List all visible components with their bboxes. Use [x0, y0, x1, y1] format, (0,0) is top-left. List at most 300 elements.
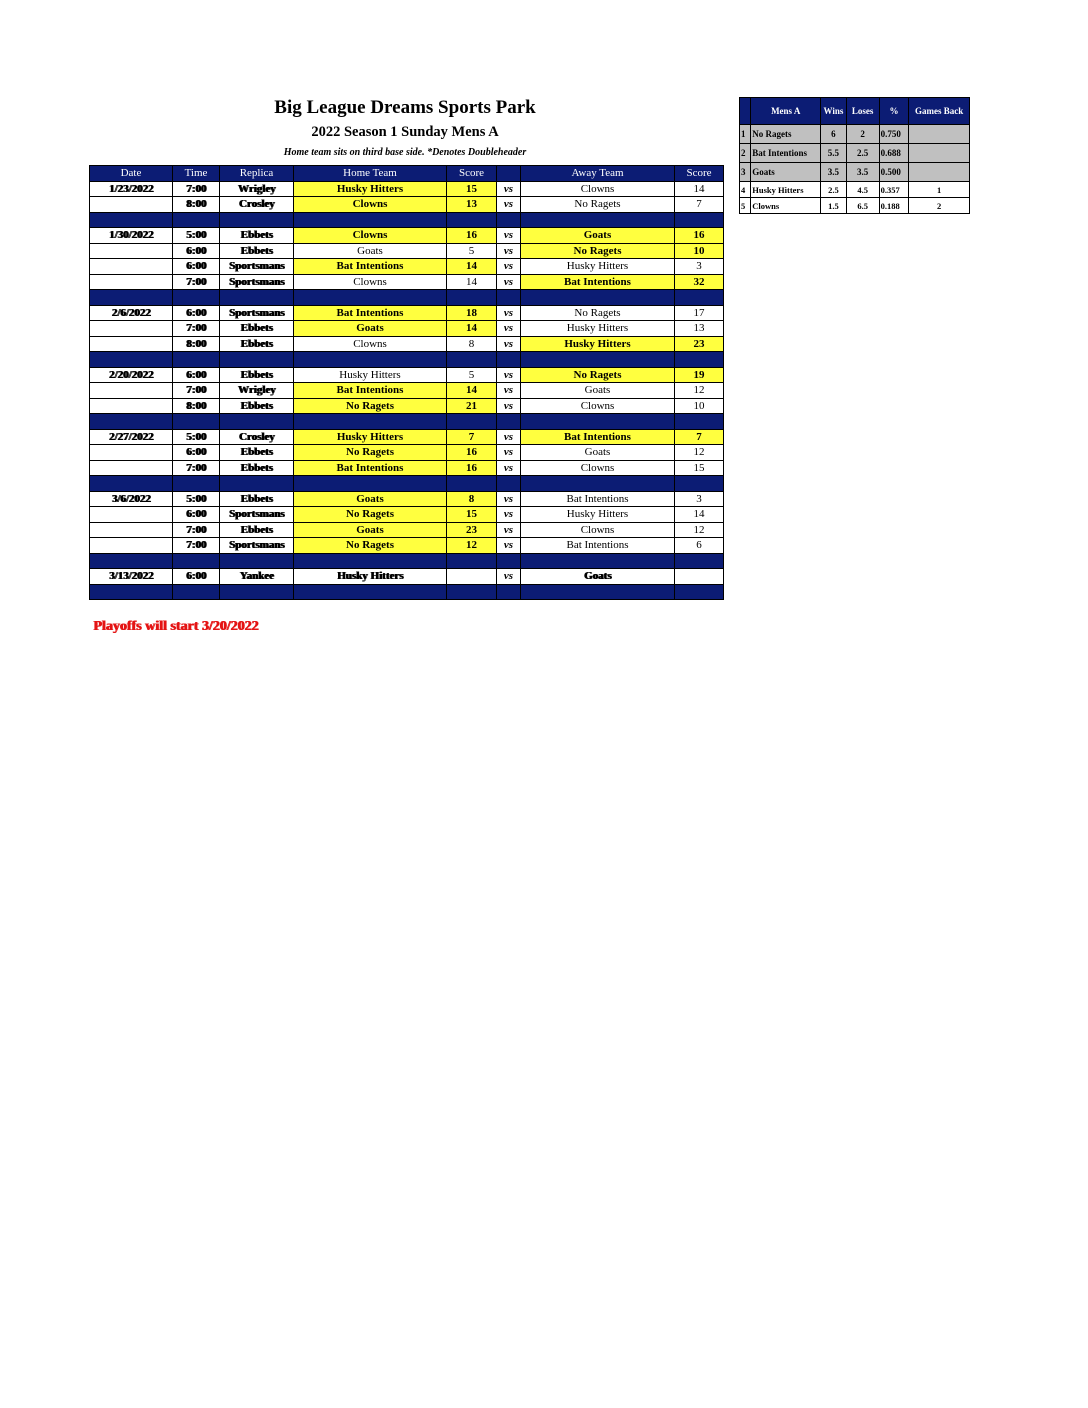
away-score: 14	[675, 507, 724, 523]
separator-cell	[497, 476, 521, 492]
away-team: Goats	[521, 383, 675, 399]
game-row	[90, 367, 724, 383]
separator-cell	[220, 290, 294, 306]
away-score: 23	[675, 336, 724, 352]
vs-label: vs	[497, 538, 521, 554]
game-time: 6:00	[173, 445, 220, 461]
game-date	[90, 445, 173, 461]
away-team: Husky Hitters	[521, 321, 675, 337]
game-date: 3/13/2022	[90, 569, 173, 585]
separator-cell	[90, 584, 173, 600]
game-field: Crosley	[220, 429, 294, 445]
game-row	[90, 538, 724, 554]
home-score: 21	[447, 398, 497, 414]
separator-cell	[675, 584, 724, 600]
vs-label: vs	[497, 491, 521, 507]
separator-cell	[294, 553, 447, 569]
game-field: Crosley	[220, 197, 294, 213]
separator-cell	[521, 212, 675, 228]
home-score: 14	[447, 321, 497, 337]
game-time: 6:00	[173, 569, 220, 585]
standings-loses: 4.5	[846, 182, 879, 198]
standings-row	[740, 182, 970, 198]
column-header-date: Date	[90, 166, 173, 182]
vs-label: vs	[497, 181, 521, 197]
game-field: Ebbets	[220, 228, 294, 244]
away-team: Clowns	[521, 460, 675, 476]
column-header-home-team: Home Team	[294, 166, 447, 182]
home-score: 8	[447, 336, 497, 352]
game-date	[90, 243, 173, 259]
column-header-away-score: Score	[675, 166, 724, 182]
standings-pct: 0.750	[879, 125, 909, 144]
schedule-table	[89, 165, 724, 600]
standings-team: Bat Intentions	[751, 144, 821, 163]
away-team: Bat Intentions	[521, 491, 675, 507]
game-date	[90, 538, 173, 554]
game-row	[90, 243, 724, 259]
playoffs-notice: Playoffs will start 3/20/2022	[93, 619, 259, 634]
standings-wins: 6	[821, 125, 847, 144]
standings-header-rank	[740, 98, 751, 125]
game-row	[90, 321, 724, 337]
week-separator-row	[90, 584, 724, 600]
away-team: Clowns	[521, 522, 675, 538]
home-team: Clowns	[294, 228, 447, 244]
separator-cell	[294, 352, 447, 368]
game-row	[90, 429, 724, 445]
home-team: Goats	[294, 243, 447, 259]
separator-cell	[173, 212, 220, 228]
game-field: Ebbets	[220, 491, 294, 507]
away-score: 16	[675, 228, 724, 244]
game-time: 6:00	[173, 243, 220, 259]
home-score: 14	[447, 274, 497, 290]
standings-team: Clowns	[751, 198, 821, 214]
standings-wins: 1.5	[821, 198, 847, 214]
separator-cell	[294, 212, 447, 228]
vs-label: vs	[497, 197, 521, 213]
separator-cell	[675, 212, 724, 228]
game-date	[90, 274, 173, 290]
vs-label: vs	[497, 321, 521, 337]
separator-cell	[521, 352, 675, 368]
game-row	[90, 259, 724, 275]
game-row	[90, 522, 724, 538]
game-row	[90, 569, 724, 585]
vs-label: vs	[497, 460, 521, 476]
home-team: Goats	[294, 321, 447, 337]
away-team: Clowns	[521, 181, 675, 197]
column-header-vs	[497, 166, 521, 182]
game-date	[90, 383, 173, 399]
home-score: 23	[447, 522, 497, 538]
separator-cell	[220, 212, 294, 228]
separator-cell	[173, 290, 220, 306]
vs-label: vs	[497, 429, 521, 445]
game-time: 6:00	[173, 259, 220, 275]
separator-cell	[447, 584, 497, 600]
separator-cell	[447, 476, 497, 492]
home-team: Bat Intentions	[294, 383, 447, 399]
vs-label: vs	[497, 336, 521, 352]
standings-table	[739, 97, 970, 214]
game-field: Ebbets	[220, 398, 294, 414]
game-row	[90, 274, 724, 290]
game-date	[90, 336, 173, 352]
away-team: No Ragets	[521, 367, 675, 383]
game-row	[90, 383, 724, 399]
game-time: 7:00	[173, 460, 220, 476]
separator-cell	[497, 352, 521, 368]
away-team: Bat Intentions	[521, 429, 675, 445]
away-score: 10	[675, 243, 724, 259]
game-field: Yankee	[220, 569, 294, 585]
separator-cell	[173, 352, 220, 368]
game-row	[90, 398, 724, 414]
separator-cell	[675, 553, 724, 569]
separator-cell	[447, 352, 497, 368]
away-score: 12	[675, 522, 724, 538]
game-row	[90, 181, 724, 197]
home-score	[447, 569, 497, 585]
game-field: Sportsmans	[220, 305, 294, 321]
home-score: 13	[447, 197, 497, 213]
away-score: 32	[675, 274, 724, 290]
standings-rank: 5	[740, 198, 751, 214]
home-team: Husky Hitters	[294, 569, 447, 585]
game-field: Sportsmans	[220, 259, 294, 275]
standings-games-back	[909, 125, 970, 144]
game-field: Ebbets	[220, 522, 294, 538]
home-team: Goats	[294, 491, 447, 507]
standings-wins: 2.5	[821, 182, 847, 198]
standings-team: Goats	[751, 163, 821, 182]
separator-cell	[294, 476, 447, 492]
schedule-header-row	[90, 166, 724, 182]
vs-label: vs	[497, 445, 521, 461]
standings-header-division: Mens A	[751, 98, 821, 125]
game-date: 1/30/2022	[90, 228, 173, 244]
separator-cell	[173, 584, 220, 600]
game-time: 8:00	[173, 336, 220, 352]
away-score: 14	[675, 181, 724, 197]
vs-label: vs	[497, 398, 521, 414]
separator-cell	[497, 553, 521, 569]
game-row	[90, 491, 724, 507]
standings-team: Husky Hitters	[751, 182, 821, 198]
game-row	[90, 507, 724, 523]
home-score: 5	[447, 367, 497, 383]
separator-cell	[90, 290, 173, 306]
game-time: 8:00	[173, 398, 220, 414]
away-score: 13	[675, 321, 724, 337]
away-score	[675, 569, 724, 585]
separator-cell	[220, 584, 294, 600]
separator-cell	[173, 414, 220, 430]
vs-label: vs	[497, 274, 521, 290]
game-field: Ebbets	[220, 445, 294, 461]
home-team: Husky Hitters	[294, 429, 447, 445]
separator-cell	[173, 476, 220, 492]
game-field: Ebbets	[220, 367, 294, 383]
away-score: 12	[675, 383, 724, 399]
standings-header-pct: %	[879, 98, 909, 125]
separator-cell	[447, 212, 497, 228]
game-field: Sportsmans	[220, 507, 294, 523]
standings-header-loses: Loses	[846, 98, 879, 125]
home-team: Husky Hitters	[294, 367, 447, 383]
home-team: Clowns	[294, 274, 447, 290]
home-score: 7	[447, 429, 497, 445]
game-field: Sportsmans	[220, 538, 294, 554]
column-header-away-team: Away Team	[521, 166, 675, 182]
separator-cell	[294, 290, 447, 306]
standings-loses: 2.5	[846, 144, 879, 163]
separator-cell	[521, 290, 675, 306]
separator-cell	[173, 553, 220, 569]
game-date	[90, 321, 173, 337]
schedule-note: Home team sits on third base side. *Denotes Doubleheader	[283, 147, 527, 158]
week-separator-row	[90, 553, 724, 569]
game-field: Ebbets	[220, 321, 294, 337]
game-date: 2/20/2022	[90, 367, 173, 383]
page-subtitle: 2022 Season 1 Sunday Mens A	[311, 124, 499, 140]
week-separator-row	[90, 414, 724, 430]
game-field: Sportsmans	[220, 274, 294, 290]
separator-cell	[220, 476, 294, 492]
separator-cell	[497, 584, 521, 600]
home-team: Bat Intentions	[294, 460, 447, 476]
column-header-replica: Replica	[220, 166, 294, 182]
separator-cell	[521, 553, 675, 569]
home-score: 16	[447, 228, 497, 244]
week-separator-row	[90, 476, 724, 492]
game-time: 7:00	[173, 274, 220, 290]
standings-row	[740, 198, 970, 214]
standings-loses: 2	[846, 125, 879, 144]
away-score: 17	[675, 305, 724, 321]
separator-cell	[447, 290, 497, 306]
vs-label: vs	[497, 243, 521, 259]
home-team: Clowns	[294, 336, 447, 352]
game-time: 5:00	[173, 228, 220, 244]
home-score: 14	[447, 259, 497, 275]
home-score: 8	[447, 491, 497, 507]
column-header-home-score: Score	[447, 166, 497, 182]
game-row	[90, 445, 724, 461]
separator-cell	[675, 352, 724, 368]
away-team: No Ragets	[521, 197, 675, 213]
vs-label: vs	[497, 507, 521, 523]
separator-cell	[220, 414, 294, 430]
separator-cell	[90, 414, 173, 430]
separator-cell	[294, 584, 447, 600]
separator-cell	[497, 290, 521, 306]
game-time: 7:00	[173, 321, 220, 337]
away-score: 15	[675, 460, 724, 476]
home-score: 18	[447, 305, 497, 321]
away-score: 12	[675, 445, 724, 461]
home-team: Husky Hitters	[294, 181, 447, 197]
away-score: 6	[675, 538, 724, 554]
separator-cell	[294, 414, 447, 430]
separator-cell	[497, 414, 521, 430]
separator-cell	[220, 352, 294, 368]
away-team: Bat Intentions	[521, 538, 675, 554]
game-time: 5:00	[173, 429, 220, 445]
away-team: No Ragets	[521, 305, 675, 321]
separator-cell	[675, 476, 724, 492]
away-team: Goats	[521, 228, 675, 244]
standings-wins: 3.5	[821, 163, 847, 182]
game-field: Ebbets	[220, 243, 294, 259]
separator-cell	[90, 352, 173, 368]
standings-pct: 0.188	[879, 198, 909, 214]
away-team: Husky Hitters	[521, 259, 675, 275]
game-field: Ebbets	[220, 336, 294, 352]
game-time: 5:00	[173, 491, 220, 507]
game-date	[90, 522, 173, 538]
home-score: 15	[447, 181, 497, 197]
away-team: Husky Hitters	[521, 507, 675, 523]
standings-pct: 0.357	[879, 182, 909, 198]
game-time: 7:00	[173, 538, 220, 554]
column-header-time: Time	[173, 166, 220, 182]
game-time: 7:00	[173, 522, 220, 538]
game-date	[90, 197, 173, 213]
home-team: Goats	[294, 522, 447, 538]
standings-rank: 3	[740, 163, 751, 182]
vs-label: vs	[497, 305, 521, 321]
home-score: 5	[447, 243, 497, 259]
away-score: 19	[675, 367, 724, 383]
game-date: 3/6/2022	[90, 491, 173, 507]
away-score: 10	[675, 398, 724, 414]
separator-cell	[90, 553, 173, 569]
standings-team: No Ragets	[751, 125, 821, 144]
separator-cell	[521, 584, 675, 600]
game-date	[90, 398, 173, 414]
standings-rank: 2	[740, 144, 751, 163]
vs-label: vs	[497, 228, 521, 244]
standings-row	[740, 144, 970, 163]
separator-cell	[447, 553, 497, 569]
separator-cell	[675, 414, 724, 430]
separator-cell	[90, 476, 173, 492]
page-title: Big League Dreams Sports Park	[274, 97, 536, 118]
away-team: Clowns	[521, 398, 675, 414]
standings-wins: 5.5	[821, 144, 847, 163]
game-time: 8:00	[173, 197, 220, 213]
home-score: 12	[447, 538, 497, 554]
vs-label: vs	[497, 522, 521, 538]
game-time: 6:00	[173, 367, 220, 383]
standings-rank: 4	[740, 182, 751, 198]
game-row	[90, 460, 724, 476]
vs-label: vs	[497, 259, 521, 275]
home-team: No Ragets	[294, 507, 447, 523]
standings-header-games-back: Games Back	[909, 98, 970, 125]
separator-cell	[447, 414, 497, 430]
home-team: Bat Intentions	[294, 259, 447, 275]
home-score: 15	[447, 507, 497, 523]
home-team: No Ragets	[294, 445, 447, 461]
game-date: 2/27/2022	[90, 429, 173, 445]
home-team: No Ragets	[294, 538, 447, 554]
game-date	[90, 259, 173, 275]
standings-pct: 0.500	[879, 163, 909, 182]
game-time: 6:00	[173, 507, 220, 523]
game-date: 1/23/2022	[90, 181, 173, 197]
game-row	[90, 336, 724, 352]
separator-cell	[675, 290, 724, 306]
home-team: Bat Intentions	[294, 305, 447, 321]
standings-games-back: 1	[909, 182, 970, 198]
away-score: 3	[675, 259, 724, 275]
game-date	[90, 507, 173, 523]
game-row	[90, 197, 724, 213]
week-separator-row	[90, 290, 724, 306]
game-time: 6:00	[173, 305, 220, 321]
away-score: 3	[675, 491, 724, 507]
standings-games-back	[909, 144, 970, 163]
separator-cell	[90, 212, 173, 228]
week-separator-row	[90, 352, 724, 368]
vs-label: vs	[497, 383, 521, 399]
separator-cell	[521, 414, 675, 430]
away-team: Bat Intentions	[521, 274, 675, 290]
standings-games-back: 2	[909, 198, 970, 214]
week-separator-row	[90, 212, 724, 228]
game-time: 7:00	[173, 181, 220, 197]
away-score: 7	[675, 197, 724, 213]
game-field: Wrigley	[220, 181, 294, 197]
standings-games-back	[909, 163, 970, 182]
game-row	[90, 228, 724, 244]
separator-cell	[497, 212, 521, 228]
home-team: Clowns	[294, 197, 447, 213]
standings-row	[740, 125, 970, 144]
standings-row	[740, 163, 970, 182]
standings-header-wins: Wins	[821, 98, 847, 125]
away-team: No Ragets	[521, 243, 675, 259]
home-score: 16	[447, 445, 497, 461]
away-team: Goats	[521, 569, 675, 585]
vs-label: vs	[497, 569, 521, 585]
home-score: 16	[447, 460, 497, 476]
standings-header-row	[740, 98, 970, 125]
game-date	[90, 460, 173, 476]
standings-rank: 1	[740, 125, 751, 144]
game-time: 7:00	[173, 383, 220, 399]
vs-label: vs	[497, 367, 521, 383]
game-field: Ebbets	[220, 460, 294, 476]
standings-loses: 6.5	[846, 198, 879, 214]
away-team: Husky Hitters	[521, 336, 675, 352]
standings-pct: 0.688	[879, 144, 909, 163]
home-score: 14	[447, 383, 497, 399]
standings-loses: 3.5	[846, 163, 879, 182]
away-score: 7	[675, 429, 724, 445]
game-date: 2/6/2022	[90, 305, 173, 321]
home-team: No Ragets	[294, 398, 447, 414]
separator-cell	[220, 553, 294, 569]
game-field: Wrigley	[220, 383, 294, 399]
away-team: Goats	[521, 445, 675, 461]
game-row	[90, 305, 724, 321]
separator-cell	[521, 476, 675, 492]
